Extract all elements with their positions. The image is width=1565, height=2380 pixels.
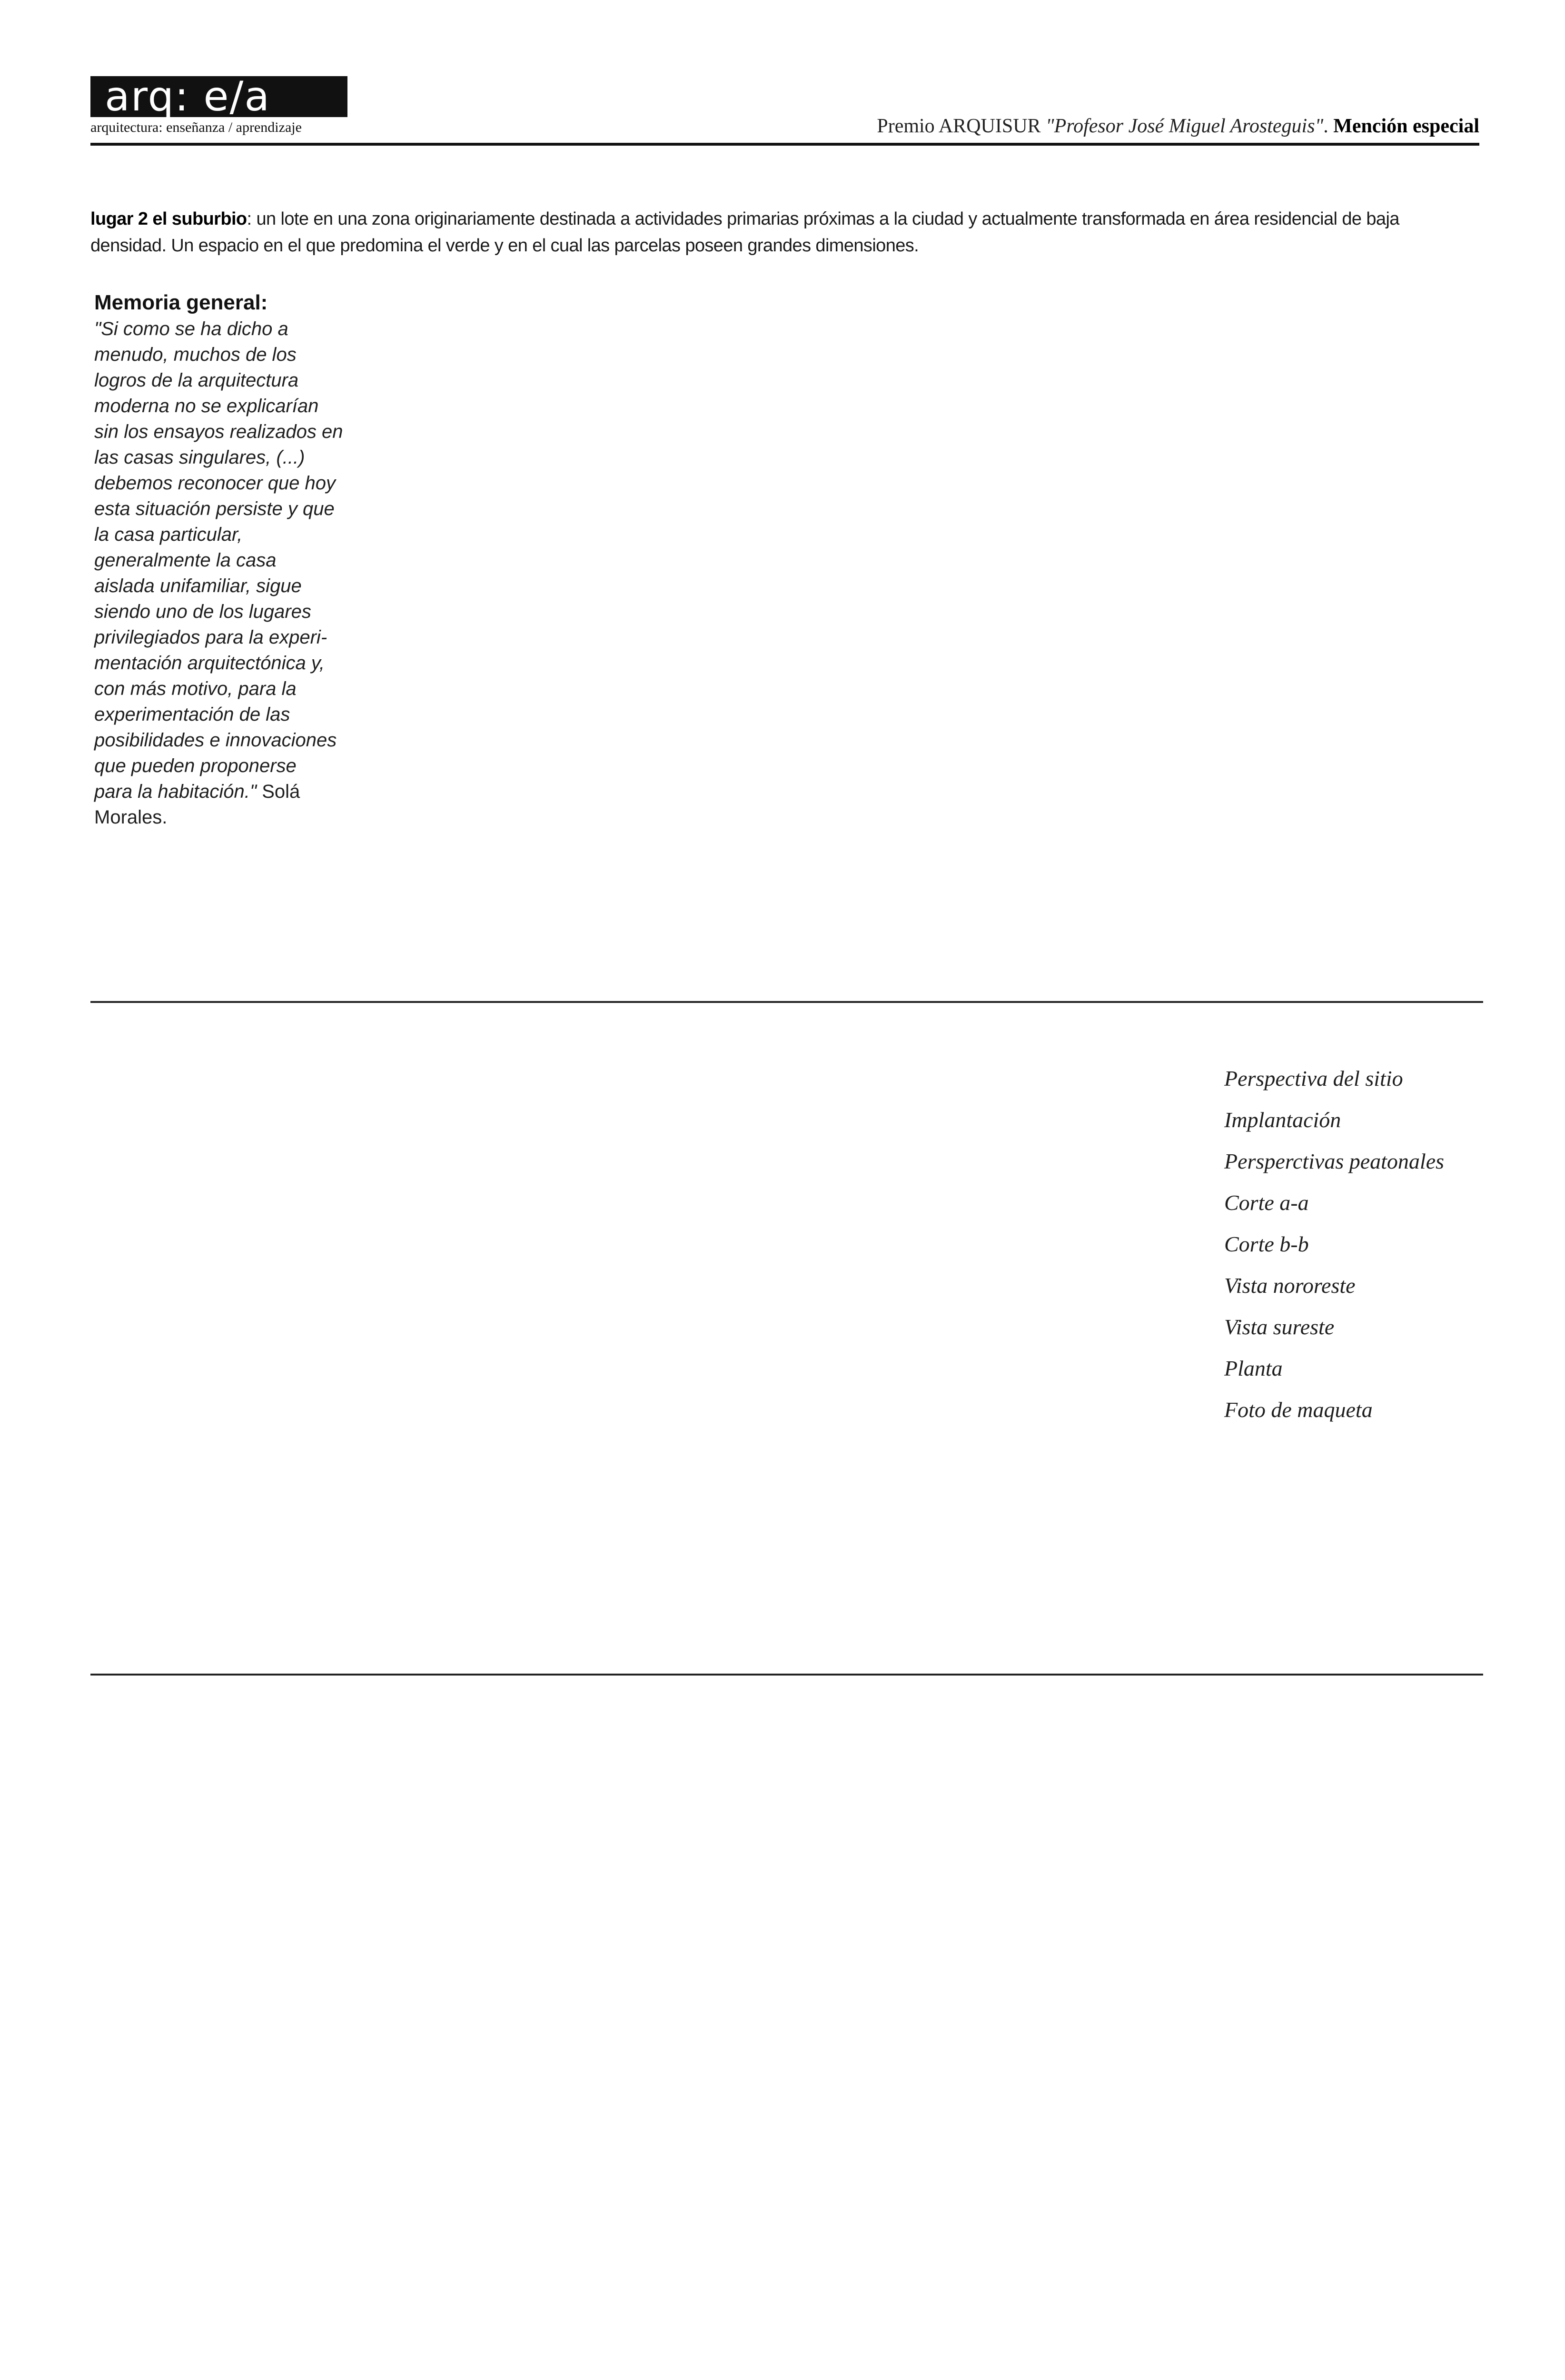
intro-paragraph xyxy=(90,206,1461,259)
quote-line: que pueden proponerse xyxy=(94,755,297,776)
figure-item: Persperctivas peatonales xyxy=(1224,1149,1445,1173)
quote-last-line xyxy=(94,779,361,804)
quote-line: la casa particular, xyxy=(94,524,243,545)
figure-item: Corte b-b xyxy=(1224,1232,1309,1256)
quote-line: para la habitación." xyxy=(94,781,257,802)
award-quote: "Profesor José Miguel Arosteguis" xyxy=(1046,115,1324,137)
figure-item: Implantación xyxy=(1224,1108,1341,1132)
quote-line: experimentación de las xyxy=(94,704,290,725)
figure-item: Foto de maqueta xyxy=(1224,1398,1373,1422)
figure-item: Perspectiva del sitio xyxy=(1224,1066,1403,1091)
quote-author-last: Morales. xyxy=(94,807,168,828)
quote-line: "Si como se ha dicho a xyxy=(94,318,288,339)
section-divider-top xyxy=(90,1001,1483,1003)
quote-line: generalmente la casa xyxy=(94,550,277,571)
journal-logo: arq: e/a xyxy=(90,76,347,117)
quote-line: aislada unifamiliar, sigue xyxy=(94,575,302,596)
quote-line: debemos reconocer que hoy xyxy=(94,473,336,494)
journal-subtitle: arquitectura: enseñanza / aprendizaje xyxy=(90,119,302,135)
header-divider xyxy=(90,143,1479,146)
quote-line: moderna no se explicarían xyxy=(94,396,319,416)
quote-line: logros de la arquitectura xyxy=(94,370,299,391)
section-divider-bottom xyxy=(90,1674,1483,1676)
quote-line: las casas singulares, (...) xyxy=(94,447,305,468)
quote-text xyxy=(94,316,361,779)
figure-item: Vista nororeste xyxy=(1224,1273,1356,1298)
quote-line: sin los ensayos realizados en xyxy=(94,421,343,442)
intro-label: lugar 2 el suburbio xyxy=(90,209,247,229)
quote-line: con más motivo, para la xyxy=(94,678,297,699)
figure-item: Planta xyxy=(1224,1356,1283,1380)
memoria-heading: Memoria general: xyxy=(94,291,268,314)
intro-text: : un lote en una zona originariamente destinada a actividades primarias próximas a la ciudad y actualmente transformada en área residencial de baja densidad. Un espacio en el que predomina el verde y en el cual las parcelas poseen grandes dimensiones. xyxy=(90,209,1399,256)
award-title xyxy=(877,114,1479,138)
quote-line: siendo uno de los lugares xyxy=(94,601,311,622)
quote-line: mentación arquitectónica y, xyxy=(94,653,325,674)
quote-line: posibilidades e innovaciones xyxy=(94,730,337,751)
memoria-quote xyxy=(94,316,361,830)
award-separator: . xyxy=(1323,115,1334,137)
figure-index xyxy=(1224,1058,1510,1430)
quote-author-first: Solá xyxy=(257,781,300,802)
figure-item: Vista sureste xyxy=(1224,1315,1335,1339)
quote-line: privilegiados para la experi- xyxy=(94,627,327,648)
quote-line: esta situación persiste y que xyxy=(94,498,335,519)
award-prefix: Premio ARQUISUR xyxy=(877,115,1046,137)
quote-line: menudo, muchos de los xyxy=(94,344,297,365)
figure-item: Corte a-a xyxy=(1224,1190,1309,1215)
award-badge: Mención especial xyxy=(1333,115,1479,137)
